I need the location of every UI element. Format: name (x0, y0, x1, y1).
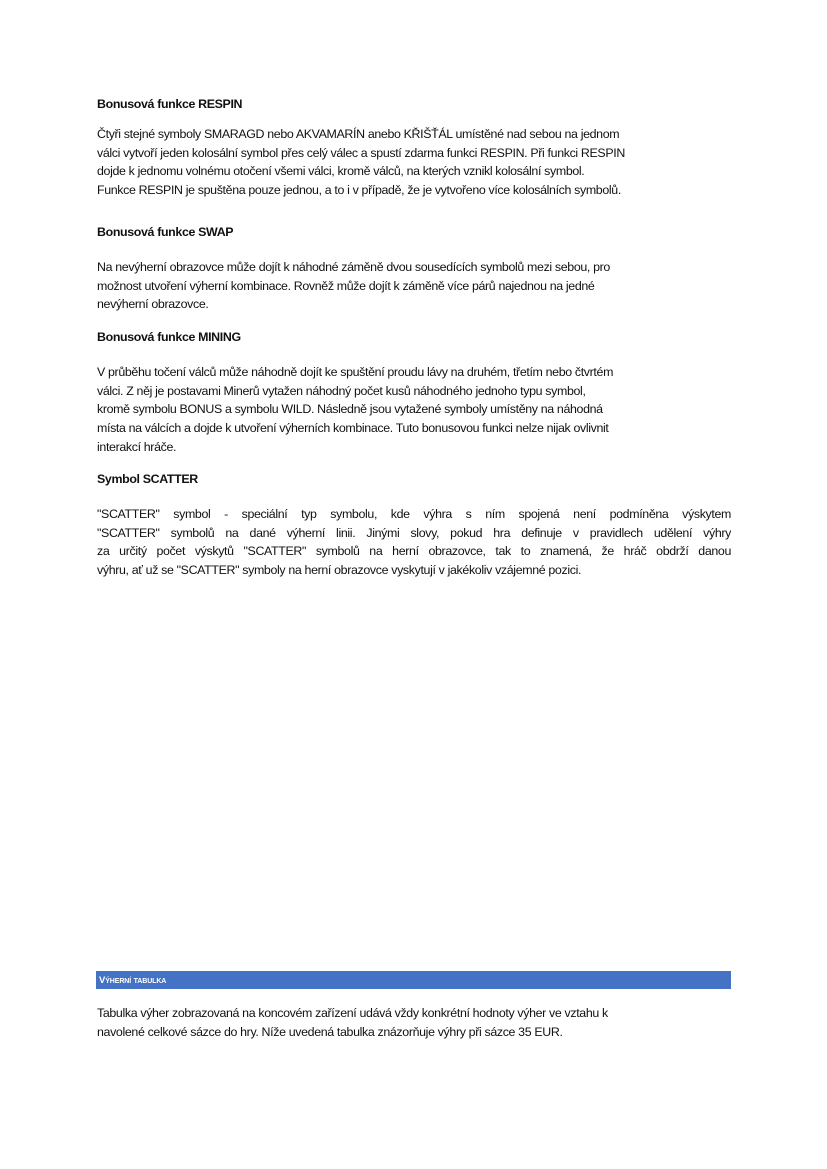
paragraph-respin (97, 125, 731, 200)
text-line: navolené celkové sázce do hry. Níže uvedená tabulka znázorňuje výhry při sázce 35 EUR. (97, 1024, 563, 1039)
text-line: Tabulka výher zobrazovaná na koncovém zařízení udává vždy konkrétní hodnoty výher ve vztahu k (97, 1006, 608, 1020)
text-line: "SCATTER" symbol - speciální typ symbolu, kde výhra s ním spojená není podmíněna výskytem (97, 507, 731, 521)
text-line: Funkce RESPIN je spuštěna pouze jednou, a to i v případě, že je vytvořeno více kolosálních symbolů. (97, 183, 621, 198)
section-bar-paytable: Výherní tabulka (96, 971, 731, 989)
text-line: válci. Z něj je postavami Minerů vytažen náhodný počet kusů náhodného jednoho typu symbol, (97, 383, 586, 398)
text-line: možnost utvoření výherní kombinace. Rovněž může dojít k záměně více párů najednou na jedné (97, 278, 595, 293)
heading-scatter: Symbol SCATTER (97, 472, 198, 486)
text-line: interakcí hráče. (97, 439, 177, 454)
text-line: nevýherní obrazovce. (97, 297, 209, 312)
paragraph-paytable (97, 1004, 731, 1041)
paragraph-swap (97, 258, 731, 314)
text-line: válci vytvoří jeden kolosální symbol přes celý válec a spustí zdarma funkci RESPIN. Při funkci RESPIN (97, 145, 625, 160)
text-line: kromě symbolu BONUS a symbolu WILD. Následně jsou vytažené symboly umístěny na náhodná (97, 402, 603, 417)
text-line: V průběhu točení válců může náhodně dojít ke spuštění proudu lávy na druhém, třetím nebo čtvrtém (97, 365, 614, 379)
text-line: "SCATTER" symbolů na dané výherní linii. Jinými slovy, pokud hra definuje v pravidlech udělení výhry (97, 525, 731, 540)
heading-respin: Bonusová funkce RESPIN (97, 97, 243, 111)
text-line: Čtyři stejné symboly SMARAGD nebo AKVAMARÍN anebo KŘIŠŤÁL umístěné nad sebou na jednom (97, 127, 620, 141)
paragraph-mining (97, 363, 731, 457)
heading-mining: Bonusová funkce MINING (97, 330, 241, 344)
heading-swap: Bonusová funkce SWAP (97, 225, 234, 239)
text-line: Na nevýherní obrazovce může dojít k náhodné záměně dvou sousedících symbolů mezi sebou, pro (97, 260, 610, 274)
text-line: za určitý počet výskytů "SCATTER" symbolů na herní obrazovce, tak to znamená, že hráč obdrží danou (97, 544, 731, 559)
paragraph-scatter (97, 505, 731, 580)
text-line: místa na válcích a dojde k utvoření výherních kombinace. Tuto bonusovou funkci nelze nijak ovlivnit (97, 421, 609, 436)
text-line: výhru, ať už se "SCATTER" symboly na herní obrazovce vyskytují v jakékoliv vzájemné pozici. (97, 563, 582, 578)
text-line: dojde k jednomu volnému otočení všemi válci, kromě válců, na kterých vznikl kolosální symbol. (97, 164, 585, 179)
